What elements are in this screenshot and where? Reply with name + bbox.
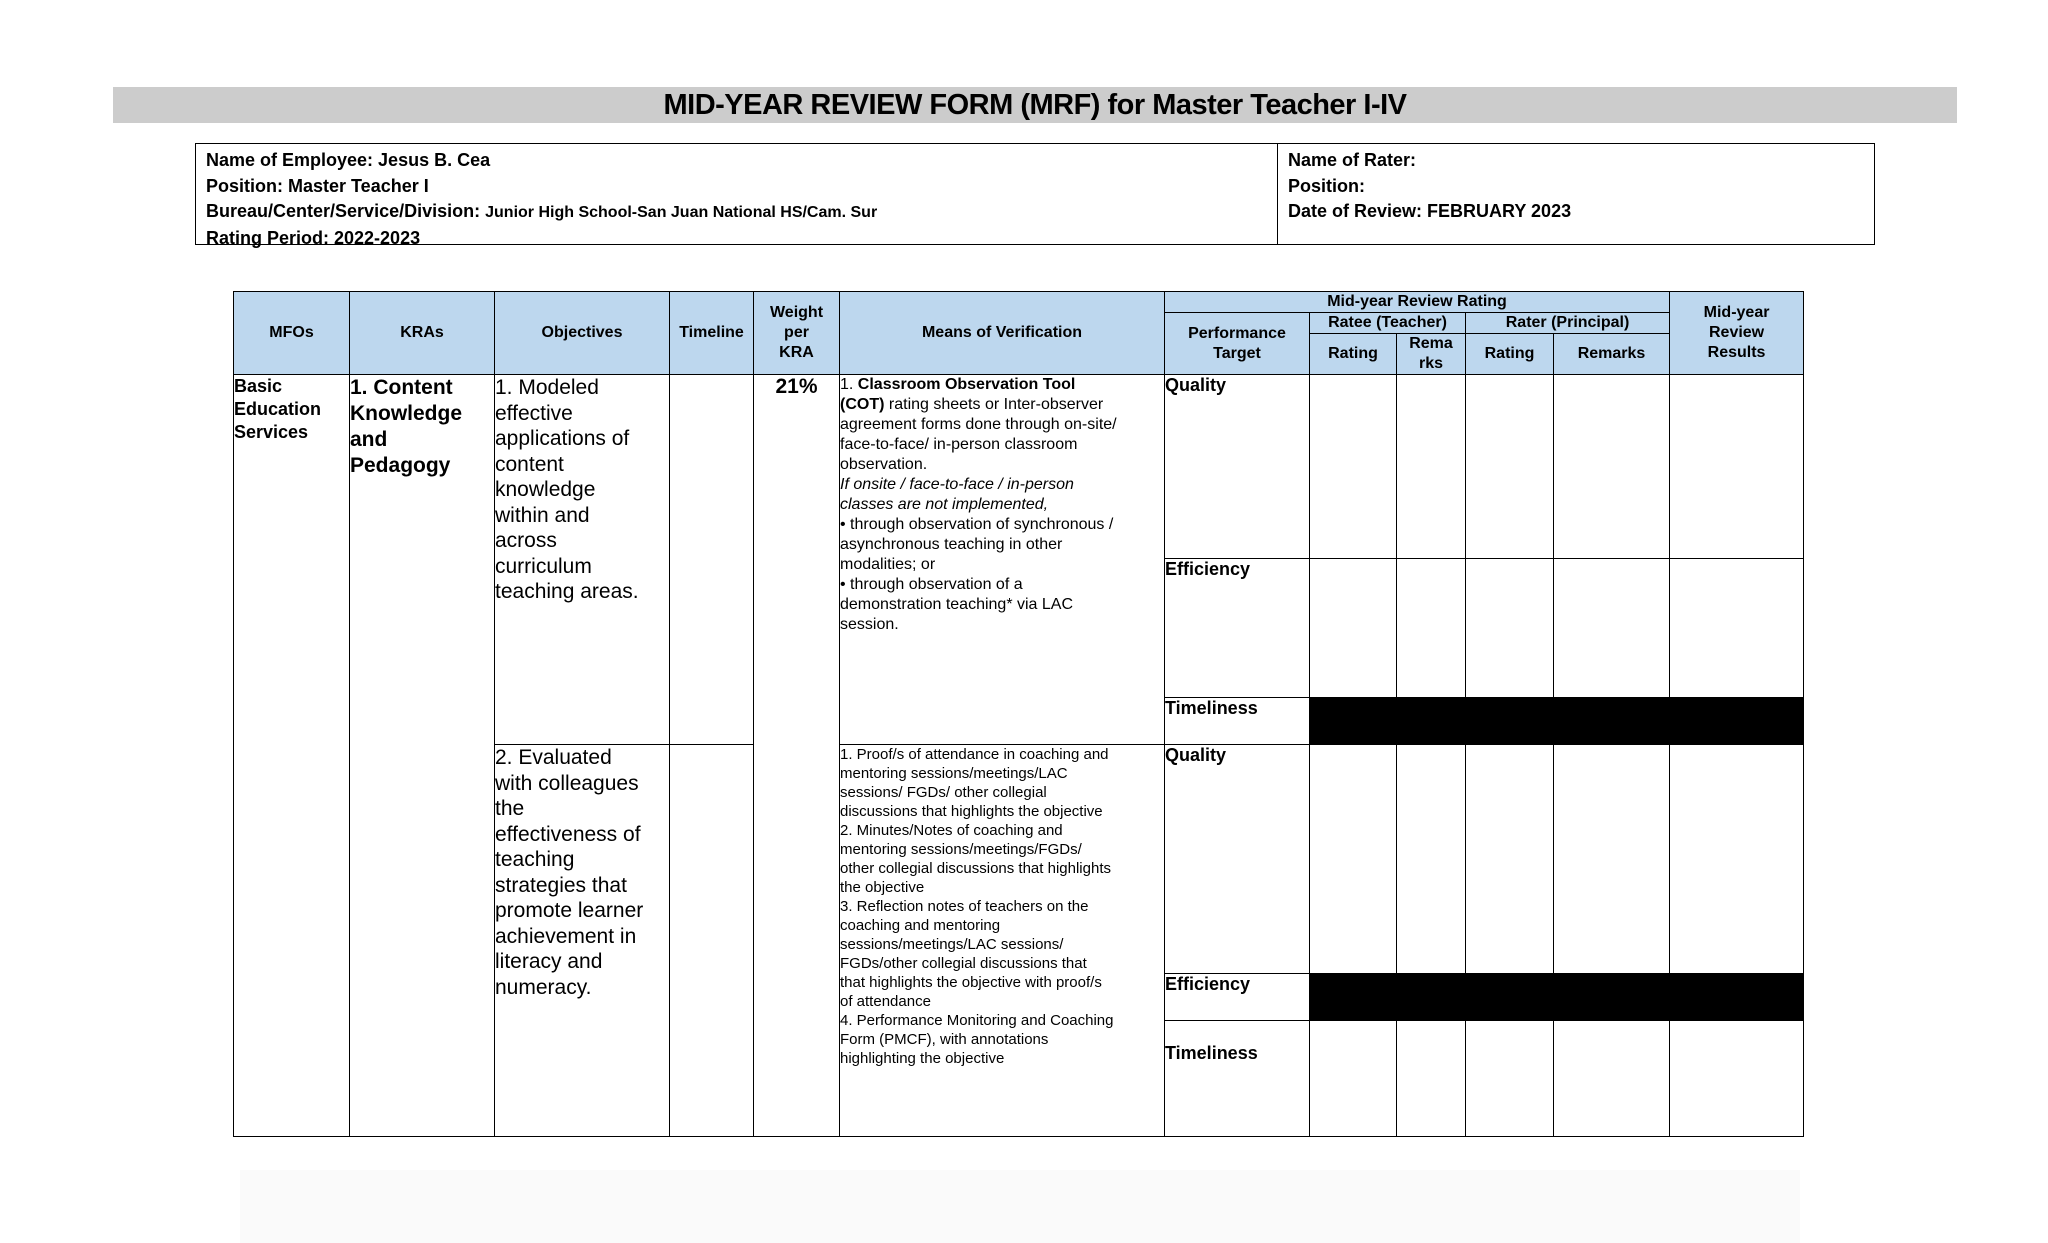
kra-line3: and — [350, 428, 388, 451]
bureau-label: Bureau/Center/Service/Division: — [206, 201, 481, 221]
header-weight-line1: Weight — [769, 304, 824, 321]
target-efficiency-1: Efficiency — [1165, 559, 1310, 698]
obj2-line: the — [495, 797, 525, 820]
target-quality-2: Quality — [1165, 745, 1310, 974]
mov2-line: mentoring sessions/meetings/LAC — [840, 765, 1068, 782]
header-kras: KRAs — [350, 292, 495, 375]
employee-position: Position: Master Teacher I — [206, 175, 429, 196]
mov1-italic-line: If onsite / face-to-face / in-person — [840, 476, 1074, 493]
rater-rating-cell[interactable] — [1466, 375, 1554, 559]
mov2-line: the objective — [840, 879, 925, 896]
ratee-rating-cell[interactable] — [1310, 745, 1397, 974]
table-row — [234, 375, 1804, 559]
mov2-line: 4. Performance Monitoring and Coaching — [840, 1012, 1114, 1029]
mov1-line: • through observation of a — [840, 576, 1023, 593]
header-mfos: MFOs — [234, 292, 350, 375]
mov2-line: FGDs/other collegial discussions that — [840, 955, 1087, 972]
bureau-value: Junior High School-San Juan National HS/Cam. Sur — [485, 204, 878, 221]
obj1-line: teaching areas. — [495, 580, 639, 603]
mov2-line: coaching and mentoring — [840, 917, 1001, 934]
obj1-line: content — [495, 452, 564, 476]
rater-remarks-cell[interactable] — [1554, 745, 1670, 974]
obj2-line: achievement in — [495, 924, 637, 948]
mov2-line: highlighting the objective — [840, 1050, 1005, 1067]
results-cell[interactable] — [1670, 375, 1804, 559]
header-rater-remarks: Remarks — [1554, 334, 1670, 375]
header-ratee-remarks — [1397, 334, 1466, 375]
mov1-line: agreement forms done through on-site/ — [840, 416, 1117, 433]
rater-rating-cell[interactable] — [1466, 745, 1554, 974]
ratee-remarks-cell[interactable] — [1397, 375, 1466, 559]
header-rater: Rater (Principal) — [1466, 313, 1670, 334]
mov1-line: • through observation of synchronous / — [840, 516, 1114, 533]
header-results-line2: Review — [1708, 324, 1765, 341]
target-quality-1: Quality — [1165, 375, 1310, 559]
obj1-line: 1. Modeled — [495, 376, 599, 399]
mov2-line: 1. Proof/s of attendance in coaching and — [840, 746, 1109, 763]
rater-remarks-cell[interactable] — [1554, 375, 1670, 559]
obj1-line: effective — [495, 401, 573, 425]
mfo-line1: Basic — [234, 376, 283, 396]
ratee-rating-cell[interactable] — [1310, 559, 1397, 698]
mov2-line: discussions that highlights the objective — [840, 803, 1103, 820]
mov2-line: that highlights the objective with proof/s — [840, 974, 1102, 991]
header-pt-line1: Performance — [1188, 324, 1286, 342]
kra-cell — [350, 375, 495, 1137]
header-timeline: Timeline — [670, 292, 754, 375]
obj1-line: curriculum — [495, 554, 592, 578]
header-weight-line3: KRA — [779, 344, 814, 361]
header-rater-rating: Rating — [1466, 334, 1554, 375]
mov1-line: asynchronous teaching in other — [840, 536, 1063, 553]
means-of-verification-2 — [840, 745, 1165, 1137]
review-table — [233, 291, 1804, 1137]
objective-2 — [495, 745, 670, 1137]
mov1-italic-line: classes are not implemented, — [840, 496, 1049, 513]
header-means: Means of Verification — [840, 292, 1165, 375]
employee-info — [196, 144, 1278, 248]
employee-name: Name of Employee: Jesus B. Cea — [206, 150, 491, 170]
header-ratee-rating: Rating — [1310, 334, 1397, 375]
rater-remarks-cell[interactable] — [1554, 559, 1670, 698]
kra-line4: Pedagogy — [350, 454, 451, 477]
header-remarks-line1: Rema — [1409, 335, 1453, 352]
rater-remarks-cell[interactable] — [1554, 1021, 1670, 1137]
rater-info — [1278, 144, 1874, 244]
header-ratee: Ratee (Teacher) — [1310, 313, 1466, 334]
mov1-line: modalities; or — [840, 556, 936, 573]
mov2-line: of attendance — [840, 993, 931, 1010]
obj2-line: effectiveness of — [495, 822, 641, 846]
obj2-line: literacy and — [495, 950, 603, 973]
obj2-line: numeracy. — [495, 975, 592, 999]
rating-period: Rating Period: 2022-2023 — [206, 227, 421, 248]
mov2-line: sessions/meetings/LAC sessions/ — [840, 936, 1064, 953]
results-cell[interactable] — [1670, 745, 1804, 974]
header-results-line3: Results — [1707, 344, 1766, 361]
mov2-line: sessions/ FGDs/ other collegial — [840, 784, 1047, 801]
header-weight-line2: per — [784, 324, 809, 341]
timeline-1 — [670, 375, 754, 745]
mfo-line2: Education — [234, 399, 322, 419]
form-title: MID-YEAR REVIEW FORM (MRF) for Master Teacher I-IV — [113, 87, 1957, 123]
review-date: Date of Review: FEBRUARY 2023 — [1288, 201, 1572, 221]
target-timeliness-2: Timeliness — [1165, 1021, 1310, 1137]
header-performance-target — [1165, 313, 1310, 375]
rater-name: Name of Rater: — [1288, 150, 1417, 170]
mov1-after-bold: rating sheets or Inter-observer — [888, 396, 1104, 413]
blocked-cells — [1310, 974, 1804, 1021]
ratee-remarks-cell[interactable] — [1397, 745, 1466, 974]
obj1-line: knowledge — [495, 478, 596, 501]
rater-position: Position: — [1288, 175, 1365, 196]
obj2-line: strategies that — [495, 873, 627, 897]
mov2-line: 3. Reflection notes of teachers on the — [840, 898, 1089, 915]
mov1-line — [840, 395, 1164, 415]
obj2-line: teaching — [495, 848, 575, 871]
mov1-bold1: Classroom Observation Tool — [857, 376, 1076, 393]
ratee-rating-cell[interactable] — [1310, 1021, 1397, 1137]
kra-line1: 1. Content — [350, 376, 453, 399]
header-midyear-rating: Mid-year Review Rating — [1165, 292, 1670, 313]
mov1-line: demonstration teaching* via LAC — [840, 596, 1074, 613]
mov2-line: other collegial discussions that highlights — [840, 860, 1111, 877]
header-objectives: Objectives — [495, 292, 670, 375]
mov1-line — [840, 375, 1164, 395]
means-of-verification-1 — [840, 375, 1165, 745]
ratee-rating-cell[interactable] — [1310, 375, 1397, 559]
objective-1 — [495, 375, 670, 745]
header-remarks-line2: rks — [1418, 355, 1444, 372]
mov1-num: 1. — [840, 376, 854, 393]
employee-info-box — [195, 143, 1875, 248]
mov2-line: 2. Minutes/Notes of coaching and — [840, 822, 1063, 839]
target-timeliness-1: Timeliness — [1165, 698, 1310, 745]
mfo-line3: Services — [234, 422, 309, 442]
header-weight — [754, 292, 840, 375]
rater-rating-cell[interactable] — [1466, 559, 1554, 698]
rater-rating-cell[interactable] — [1466, 1021, 1554, 1137]
header-results — [1670, 292, 1804, 375]
results-cell[interactable] — [1670, 1021, 1804, 1137]
ratee-remarks-cell[interactable] — [1397, 559, 1466, 698]
obj1-line: applications of — [495, 427, 630, 450]
mov1-line: session. — [840, 616, 899, 633]
header-pt-line2: Target — [1213, 344, 1261, 362]
weight-cell: 21% — [754, 375, 840, 1137]
mfo-cell — [234, 375, 350, 1137]
header-results-line1: Mid-year — [1703, 304, 1770, 321]
blocked-cells — [1310, 698, 1804, 745]
target-efficiency-2: Efficiency — [1165, 974, 1310, 1021]
mov1-line: face-to-face/ in-person classroom — [840, 436, 1078, 453]
obj2-line: promote learner — [495, 899, 644, 922]
results-cell[interactable] — [1670, 559, 1804, 698]
timeline-2 — [670, 745, 754, 1137]
mov1-line: observation. — [840, 456, 928, 473]
mov1-bold2: (COT) — [840, 396, 885, 413]
mov2-line: mentoring sessions/meetings/FGDs/ — [840, 841, 1082, 858]
ratee-remarks-cell[interactable] — [1397, 1021, 1466, 1137]
obj2-line: 2. Evaluated — [495, 746, 612, 769]
obj1-line: across — [495, 529, 557, 552]
employee-bureau — [206, 199, 1267, 226]
obj1-line: within and — [495, 503, 590, 527]
mov2-line: Form (PMCF), with annotations — [840, 1031, 1049, 1048]
kra-line2: Knowledge — [350, 402, 463, 425]
obj2-line: with colleagues — [495, 771, 639, 795]
page-bottom-shade — [240, 1170, 1800, 1243]
